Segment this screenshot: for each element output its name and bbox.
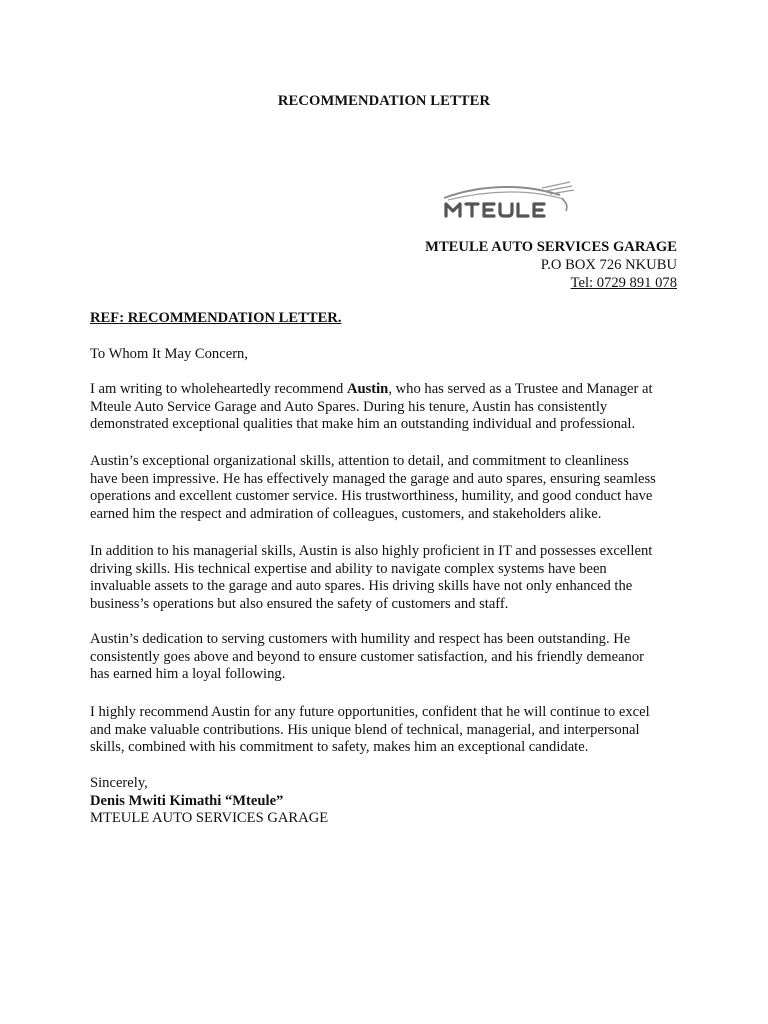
candidate-name: Austin <box>346 381 389 397</box>
company-address-block <box>425 238 677 292</box>
closing-block <box>90 775 328 828</box>
company-telephone: Tel: 0729 891 078 <box>570 275 677 291</box>
text-run: , who has served as a Trustee and Manager at <box>388 381 653 397</box>
letter-title: RECOMMENDATION LETTER <box>277 93 491 109</box>
paragraph-line: Austin’s exceptional organizational skills, attention to detail, and commitment to cleanliness <box>90 453 629 469</box>
paragraph-organizational-skills <box>90 453 690 523</box>
paragraph-technical-skills <box>90 543 690 613</box>
paragraph-line: and make valuable contributions. His unique blend of technical, managerial, and interpersonal <box>90 721 640 738</box>
paragraph-line: consistently goes above and beyond to ensure customer satisfaction, and his friendly demeanor <box>90 648 645 665</box>
paragraph-line: Mteule Auto Service Garage and Auto Spares. During his tenure, Austin has consistently <box>90 398 608 415</box>
mteule-logo <box>438 178 578 226</box>
paragraph-line: demonstrated exceptional qualities that make him an outstanding individual and professional. <box>90 416 636 433</box>
paragraph-line: have been impressive. He has effectively managed the garage and auto spares, ensuring seamless <box>90 470 656 487</box>
paragraph-line: Austin’s dedication to serving customers with humility and respect has been outstanding. He <box>90 631 631 647</box>
salutation: To Whom It May Concern, <box>90 346 248 362</box>
paragraph-line: has earned him a loyal following. <box>90 666 286 683</box>
paragraph-customer-service <box>90 631 690 684</box>
paragraph-line: invaluable assets to the garage and auto spares. His driving skills have not only enhanced the <box>90 578 633 595</box>
paragraph-line: driving skills. His technical expertise and ability to navigate complex systems have been <box>90 560 607 577</box>
company-po-box: P.O BOX 726 NKUBU <box>540 257 677 273</box>
paragraph-line: earned him the respect and admiration of colleagues, customers, and stakeholders alike. <box>90 505 602 522</box>
paragraph-recommendation <box>90 704 690 757</box>
paragraph-line <box>90 381 690 399</box>
paragraph-line: operations and excellent customer service. His trustworthiness, humility, and good conduct have <box>90 488 653 505</box>
sign-off: Sincerely, <box>90 775 148 791</box>
company-name: MTEULE AUTO SERVICES GARAGE <box>425 239 677 255</box>
paragraph-line: business’s operations but also ensured the safety of customers and staff. <box>90 595 509 612</box>
paragraph-intro <box>90 381 690 434</box>
paragraph-line: In addition to his managerial skills, Austin is also highly proficient in IT and possesses excellent <box>90 543 653 559</box>
reference-line: REF: RECOMMENDATION LETTER. <box>90 310 342 326</box>
paragraph-line: skills, combined with his commitment to safety, makes him an exceptional candidate. <box>90 739 589 756</box>
signer-name: Denis Mwiti Kimathi “Mteule” <box>90 792 284 809</box>
car-logo-icon <box>438 178 578 226</box>
signer-organization: MTEULE AUTO SERVICES GARAGE <box>90 810 329 827</box>
text-run: I am writing to wholeheartedly recommend <box>90 381 347 397</box>
paragraph-line: I highly recommend Austin for any future opportunities, confident that he will continue to excel <box>90 704 650 720</box>
